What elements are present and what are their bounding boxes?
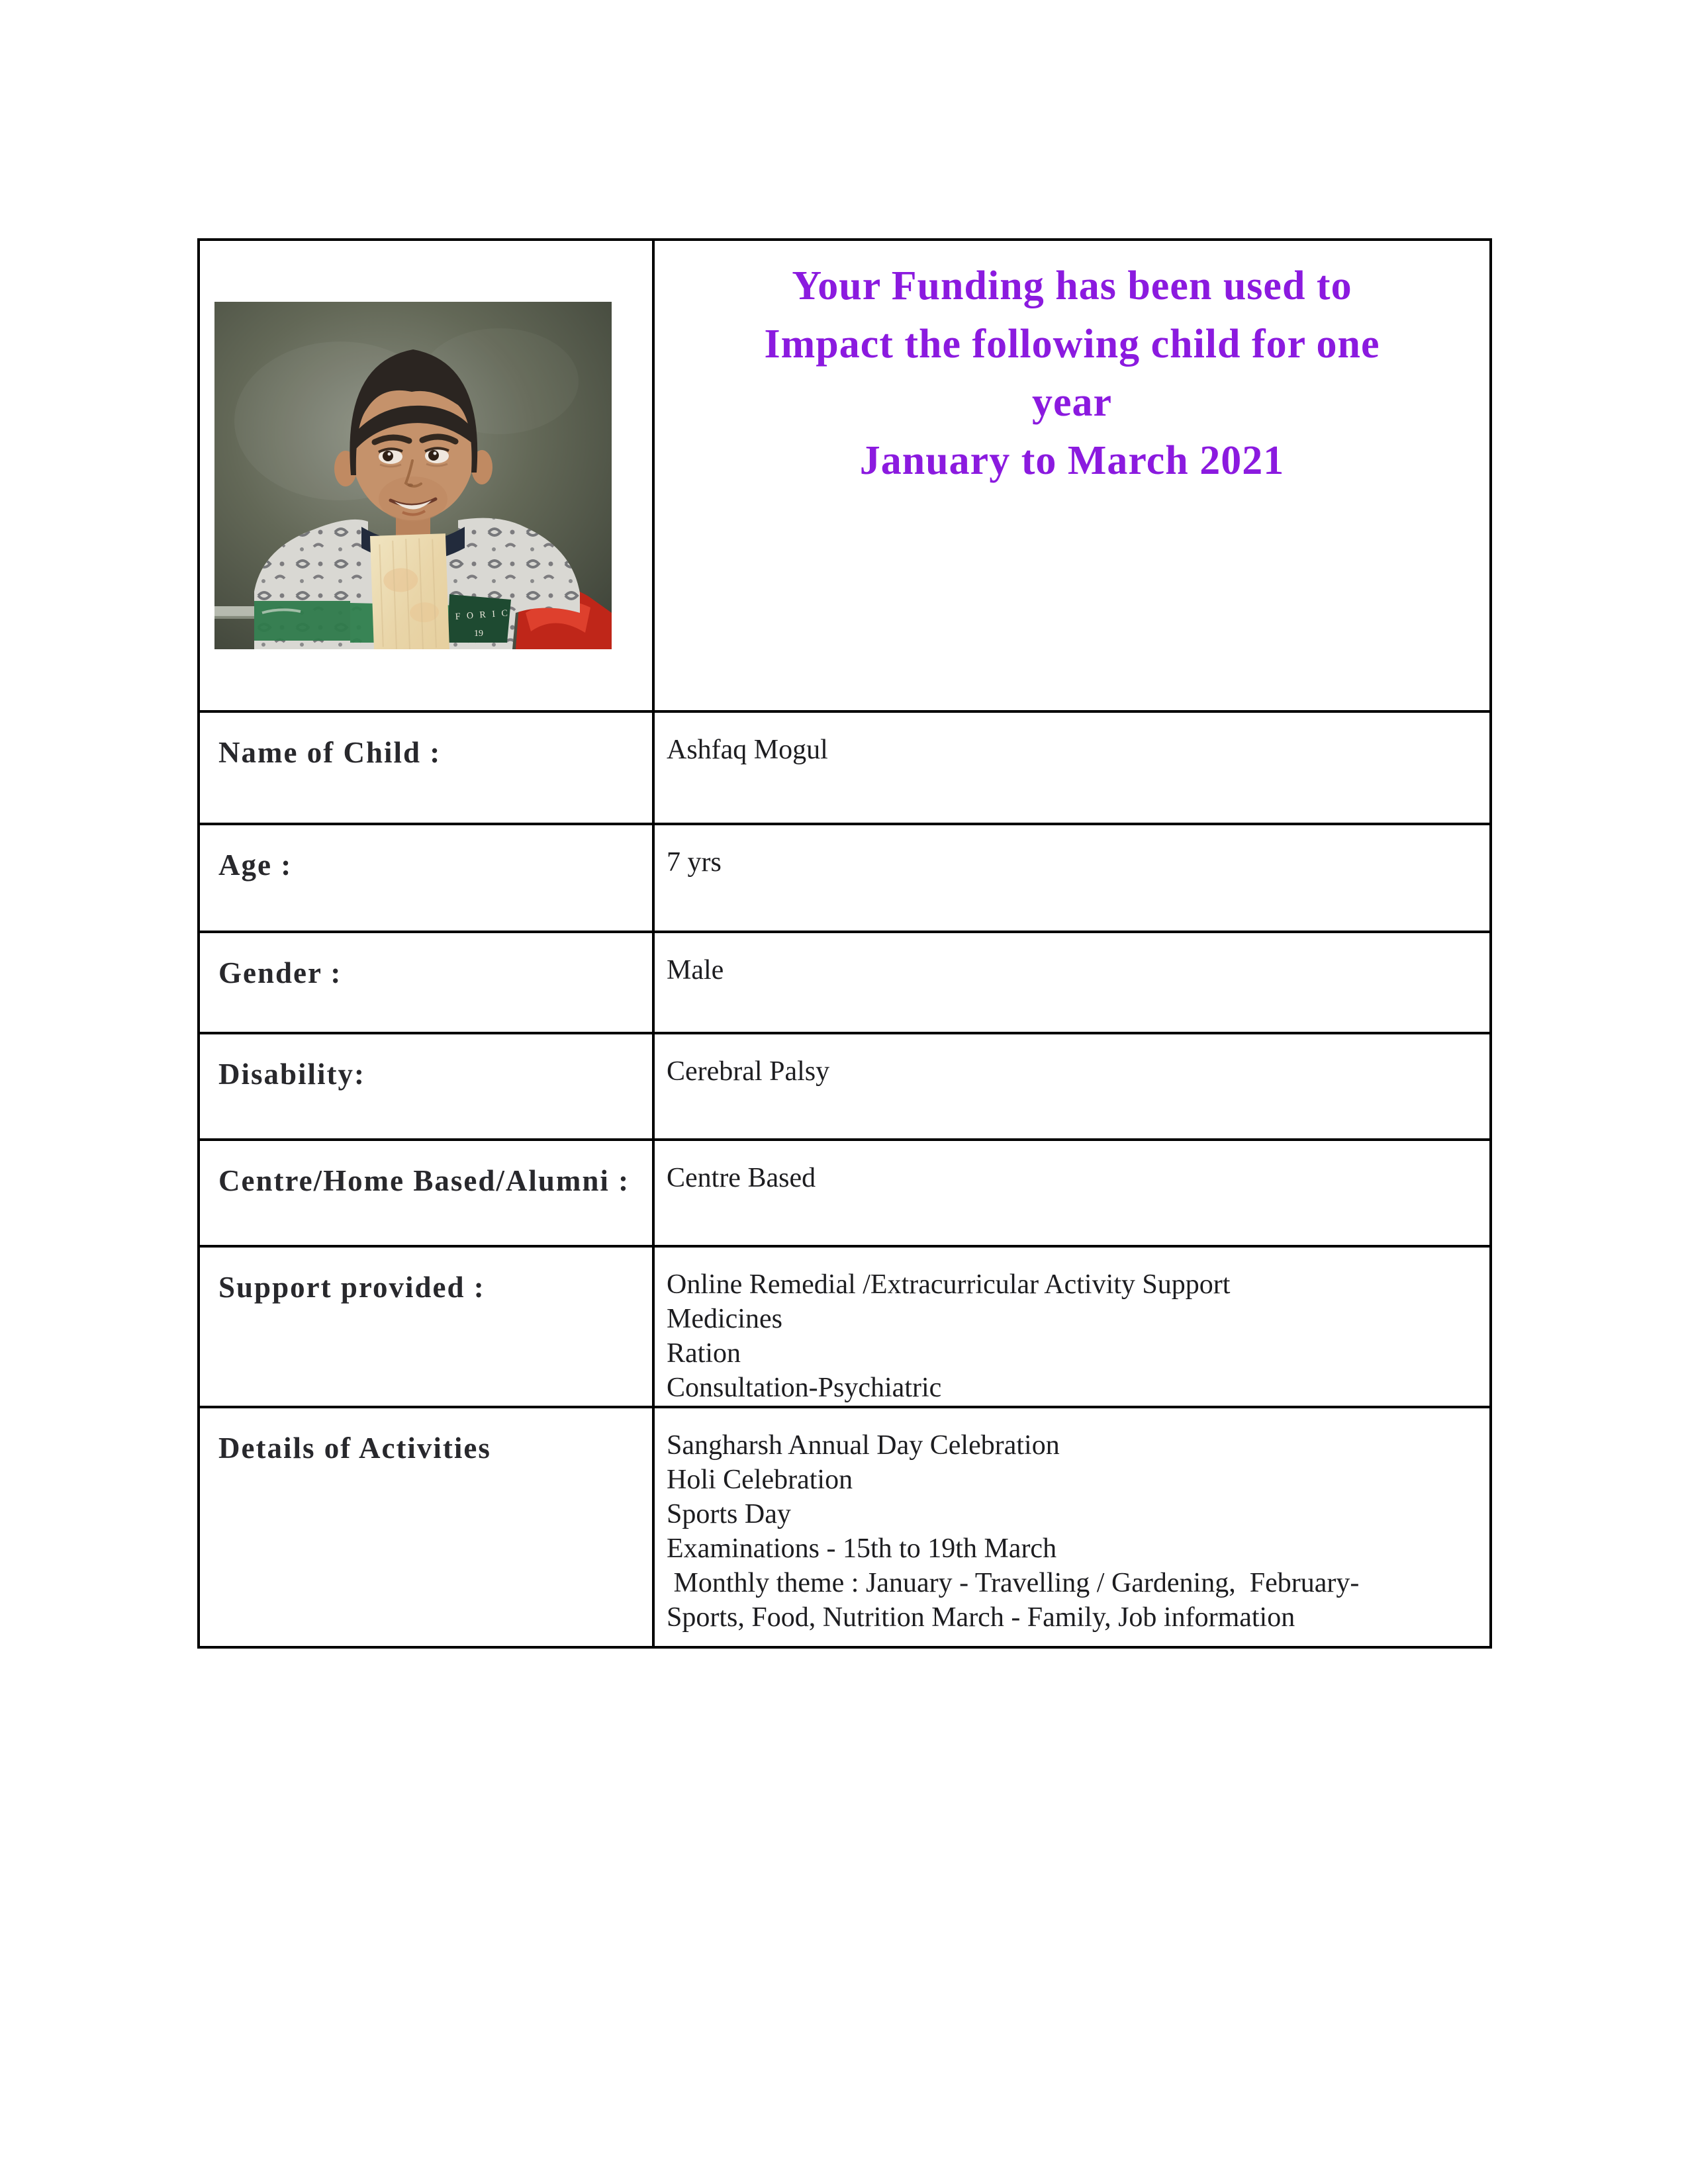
value-line: Centre Based [667,1163,816,1193]
title-line: Impact the following child for one [764,322,1380,367]
value-line: Sports, Food, Nutrition March - Family, Job information [667,1602,1295,1633]
title-cell [653,240,1491,711]
row-label: Centre/Home Based/Alumni : [199,1140,653,1246]
table-row [199,932,1491,1033]
table-row [199,1246,1491,1407]
header-row [199,240,1491,711]
row-label: Details of Activities [199,1407,653,1647]
value-line: Holi Celebration [667,1465,853,1495]
shirt-print-number: 19 [474,629,483,639]
value-line: Male [667,955,724,985]
row-label: Name of Child : [199,711,653,824]
value-line: Sports Day [667,1499,791,1529]
table-row [199,1407,1491,1647]
value-line: Ashfaq Mogul [667,735,828,765]
row-value [653,1407,1491,1647]
title-line: Your Funding has been used to [792,263,1352,308]
value-line: Consultation-Psychiatric [667,1373,942,1403]
row-value [653,932,1491,1033]
report-title [668,257,1476,490]
row-value [653,1246,1491,1407]
value-line: Sangharsh Annual Day Celebration [667,1430,1060,1461]
table-row [199,1140,1491,1246]
shirt-print-text: F O R I C [455,608,510,622]
value-line: Medicines [667,1304,782,1334]
value-line: Online Remedial /Extracurricular Activity Support [667,1269,1231,1300]
child-photo [214,302,612,649]
row-value [653,711,1491,824]
value-line: 7 yrs [667,847,722,878]
title-line: January to March 2021 [859,438,1285,483]
child-photo-illustration [214,302,612,649]
value-line: Monthly theme : January - Travelling / Gardening, February- [667,1568,1360,1598]
row-label: Age : [199,824,653,932]
value-line: Cerebral Palsy [667,1056,830,1087]
row-value [653,1140,1491,1246]
table-row [199,711,1491,824]
row-label: Gender : [199,932,653,1033]
funding-report-table [197,238,1492,1649]
table-row [199,1033,1491,1140]
value-line: Examinations - 15th to 19th March [667,1533,1057,1564]
row-value [653,1033,1491,1140]
row-value [653,824,1491,932]
title-line: year [1031,380,1113,425]
photo-cell [199,240,653,711]
table-row [199,824,1491,932]
row-label: Support provided : [199,1246,653,1407]
value-line: Ration [667,1338,741,1369]
row-label: Disability: [199,1033,653,1140]
